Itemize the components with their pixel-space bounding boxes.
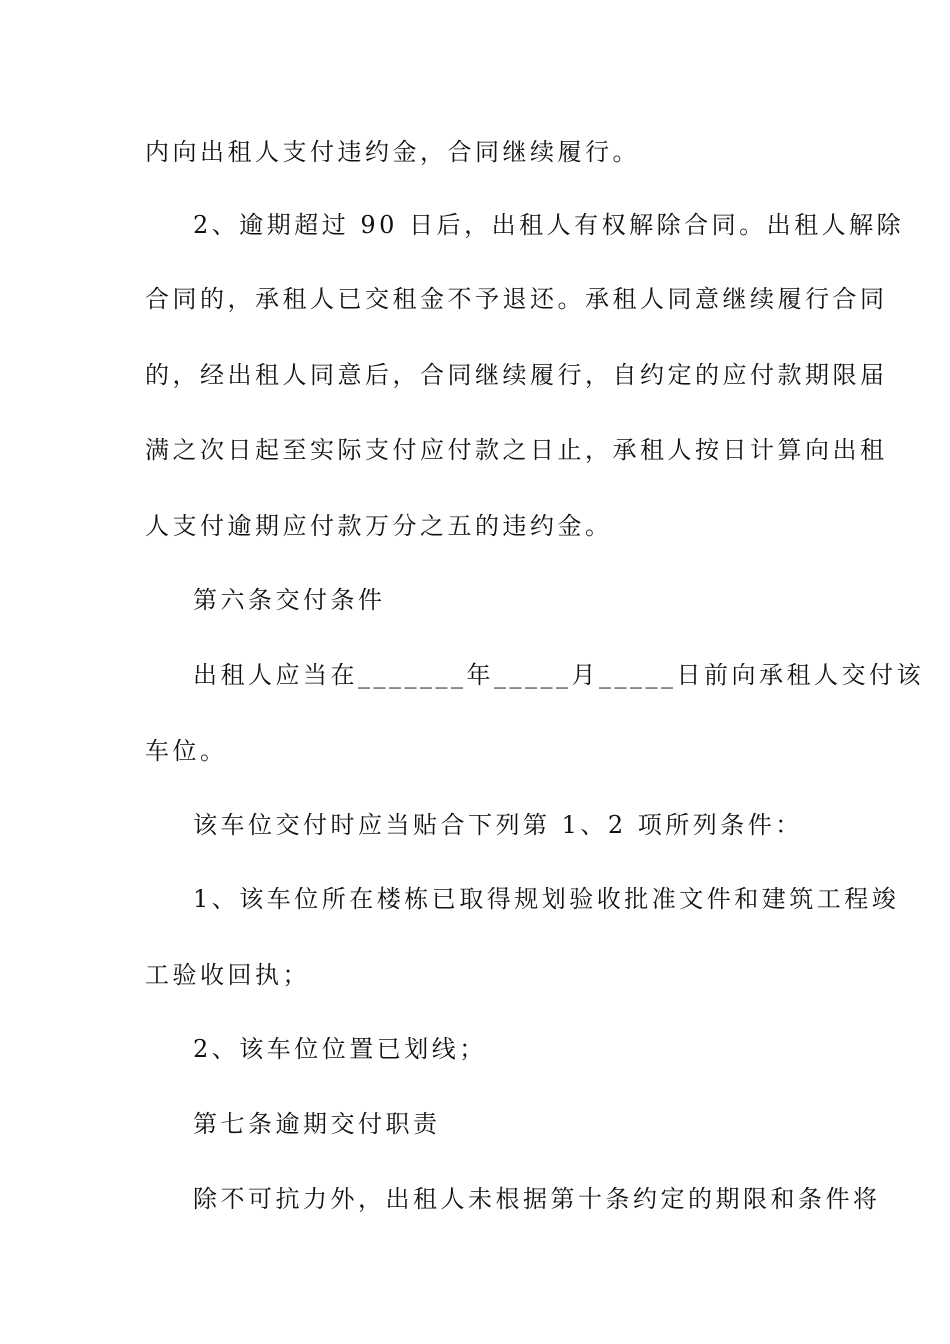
text-line: 出租人应当在_______年_____月_____日前向承租人交付该 [193, 661, 924, 689]
text-line: 1、该车位所在楼栋已取得规划验收批准文件和建筑工程竣 [193, 885, 900, 913]
text-line: 满之次日起至实际支付应付款之日止，承租人按日计算向出租 [145, 436, 888, 464]
text-line: 2、逾期超过 90 日后，出租人有权解除合同。出租人解除 [193, 211, 905, 239]
text-line: 内向出租人支付违约金，合同继续履行。 [145, 138, 640, 166]
text-line: 该车位交付时应当贴合下列第 1、2 项所列条件： [193, 811, 803, 839]
text-line: 车位。 [145, 737, 228, 765]
text-line: 工验收回执； [145, 961, 310, 989]
text-line: 合同的，承租人已交租金不予退还。承租人同意继续履行合同 [145, 285, 888, 313]
section-heading: 第六条交付条件 [193, 586, 386, 614]
text-line: 的，经出租人同意后，合同继续履行，自约定的应付款期限届 [145, 361, 888, 389]
text-line: 人支付逾期应付款万分之五的违约金。 [145, 512, 613, 540]
text-line: 2、该车位位置已划线； [193, 1035, 487, 1063]
text-line: 除不可抗力外，出租人未根据第十条约定的期限和条件将 [193, 1185, 881, 1213]
section-heading: 第七条逾期交付职责 [193, 1110, 441, 1138]
